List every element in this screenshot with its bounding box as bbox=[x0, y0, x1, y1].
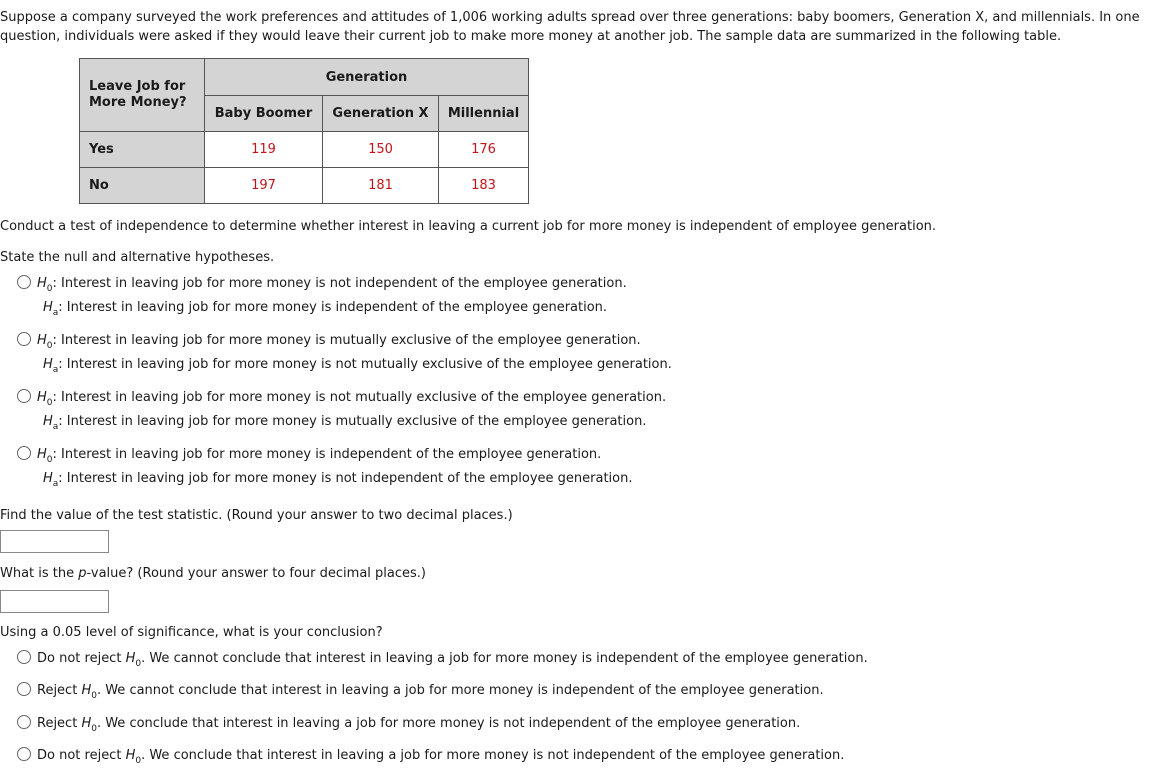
column-header: Generation X bbox=[323, 96, 439, 132]
table-row bbox=[80, 168, 529, 204]
row-label: Yes bbox=[80, 132, 205, 168]
radio-button[interactable] bbox=[17, 446, 31, 460]
test-instruction: Conduct a test of independence to determine whether interest in leaving a current job for more money is independent of employee generation. bbox=[0, 219, 937, 234]
radio-button[interactable] bbox=[17, 650, 31, 664]
radio-button[interactable] bbox=[17, 275, 31, 289]
column-header: Millennial bbox=[439, 96, 529, 132]
table-row bbox=[80, 132, 529, 168]
hypothesis-option-2[interactable]: $H_0$: Interest in leaving job for more money is mutually exclusive of the employee generation. $H_a$: Interest in leaving job for more money is not mutually exclusive of the employee generation. bbox=[17, 329, 672, 377]
table-cell: 183 bbox=[439, 168, 529, 204]
table-group-header: Generation bbox=[205, 59, 529, 96]
table-corner-label: Leave Job for More Money? bbox=[80, 59, 205, 132]
hypothesis-option-3[interactable]: $H_0$: Interest in leaving job for more money is not mutually exclusive of the employee generation. $H_a$: Interest in leaving job for more money is mutually exclusive of the employee generation. bbox=[17, 386, 666, 434]
radio-button[interactable] bbox=[17, 715, 31, 729]
table-cell: 197 bbox=[205, 168, 323, 204]
p-value-prompt: What is the p-value? (Round your answer to four decimal places.) bbox=[0, 566, 426, 581]
null-hypothesis-text: : Interest in leaving job for more money is not independent of the employee generation. bbox=[52, 276, 627, 291]
conclusion-option-1[interactable]: Do not reject $H_0$. We cannot conclude that interest in leaving a job for more money is independent of the employee generation. bbox=[17, 647, 868, 671]
problem-intro: Suppose a company surveyed the work preferences and attitudes of 1,006 working adults spread over three generations: baby boomers, Generation X, and millennials. In one question, individuals were asked if they would leave their current job to make more money at another job. The sample data are summarized in the following table. bbox=[0, 10, 1140, 44]
alt-hypothesis-text: : Interest in leaving job for more money is independent of the employee generation. bbox=[58, 300, 608, 315]
p-value-input[interactable] bbox=[0, 590, 109, 613]
table-cell: 176 bbox=[439, 132, 529, 168]
radio-button[interactable] bbox=[17, 332, 31, 346]
null-hypothesis-text: : Interest in leaving job for more money is mutually exclusive of the employee generation. bbox=[52, 333, 641, 348]
conclusion-option-2[interactable]: Reject $H_0$. We cannot conclude that interest in leaving a job for more money is independent of the employee generation. bbox=[17, 679, 824, 703]
radio-button[interactable] bbox=[17, 747, 31, 761]
hypothesis-option-1[interactable]: $H_0$: Interest in leaving job for more money is not independent of the employee generation. $H_a$: Interest in leaving job for more money is independent of the employee generation. bbox=[17, 272, 627, 320]
table-cell: 181 bbox=[323, 168, 439, 204]
hypothesis-option-4[interactable]: $H_0$: Interest in leaving job for more money is independent of the employee generation. $H_a$: Interest in leaving job for more money is not independent of the employee generation. bbox=[17, 443, 632, 491]
radio-button[interactable] bbox=[17, 682, 31, 696]
column-header: Baby Boomer bbox=[205, 96, 323, 132]
conclusion-option-3[interactable]: Reject $H_0$. We conclude that interest in leaving a job for more money is not independent of the employee generation. bbox=[17, 712, 800, 736]
alt-hypothesis-text: : Interest in leaving job for more money is mutually exclusive of the employee generation. bbox=[58, 414, 647, 429]
alt-hypothesis-text: : Interest in leaving job for more money is not mutually exclusive of the employee generation. bbox=[58, 357, 672, 372]
null-hypothesis-text: : Interest in leaving job for more money is not mutually exclusive of the employee generation. bbox=[52, 390, 667, 405]
hypotheses-prompt: State the null and alternative hypotheses. bbox=[0, 250, 275, 265]
row-label: No bbox=[80, 168, 205, 204]
null-hypothesis-text: : Interest in leaving job for more money is independent of the employee generation. bbox=[52, 447, 602, 462]
alt-hypothesis-text: : Interest in leaving job for more money is not independent of the employee generation. bbox=[58, 471, 633, 486]
survey-table bbox=[79, 58, 529, 204]
conclusion-prompt: Using a 0.05 level of significance, what is your conclusion? bbox=[0, 625, 383, 640]
table-cell: 119 bbox=[205, 132, 323, 168]
table-cell: 150 bbox=[323, 132, 439, 168]
conclusion-option-4[interactable]: Do not reject $H_0$. We conclude that interest in leaving a job for more money is not independent of the employee generation. bbox=[17, 744, 844, 768]
test-statistic-input[interactable] bbox=[0, 530, 109, 553]
test-statistic-prompt: Find the value of the test statistic. (Round your answer to two decimal places.) bbox=[0, 508, 513, 523]
radio-button[interactable] bbox=[17, 389, 31, 403]
